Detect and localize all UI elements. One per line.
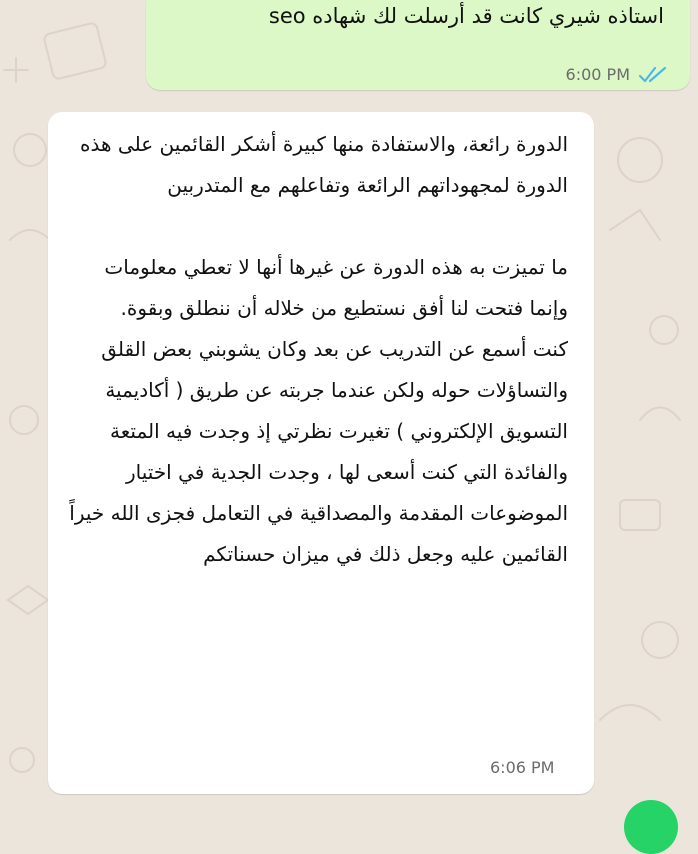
message-meta: [566, 65, 668, 84]
message-text: استاذه شيري كانت قد أرسلت لك شهاده seo: [268, 4, 664, 28]
message-time: 6:00 PM: [565, 65, 630, 84]
outgoing-message-bubble[interactable]: [146, 0, 690, 90]
double-check-icon: [638, 66, 668, 84]
incoming-message-bubble[interactable]: [48, 112, 594, 794]
partial-green-badge: [624, 800, 678, 854]
message-time: 6:06 PM: [490, 758, 555, 777]
message-text: الدورة رائعة، والاستفادة منها كبيرة أشكر القائمين على هذه الدورة لمجهوداتهم الرائعة وتفاعلهم مع المتدربين ما تميزت به هذه الدورة عن غيرها أنها لا تعطي معلومات وإنما فتحت لنا أفق نستطيع من خلاله أن ننطلق وبقوة. كنت أسمع عن التدريب عن بعد وكان يشوبني بعض القلق والتساؤلات حوله ولكن عندما جربته عن طريق ( أكاديمية التسويق الإلكتروني ) تغيرت نظرتي إذ وجدت فيه المتعة والفائدة التي كنت أسعى لها ، وجدت الجدية في اختيار الموضوعات المقدمة والمصداقية في التعامل فجزى الله خيراً القائمين عليه وجعل ذلك في ميزان حسناتكم: [69, 132, 568, 566]
